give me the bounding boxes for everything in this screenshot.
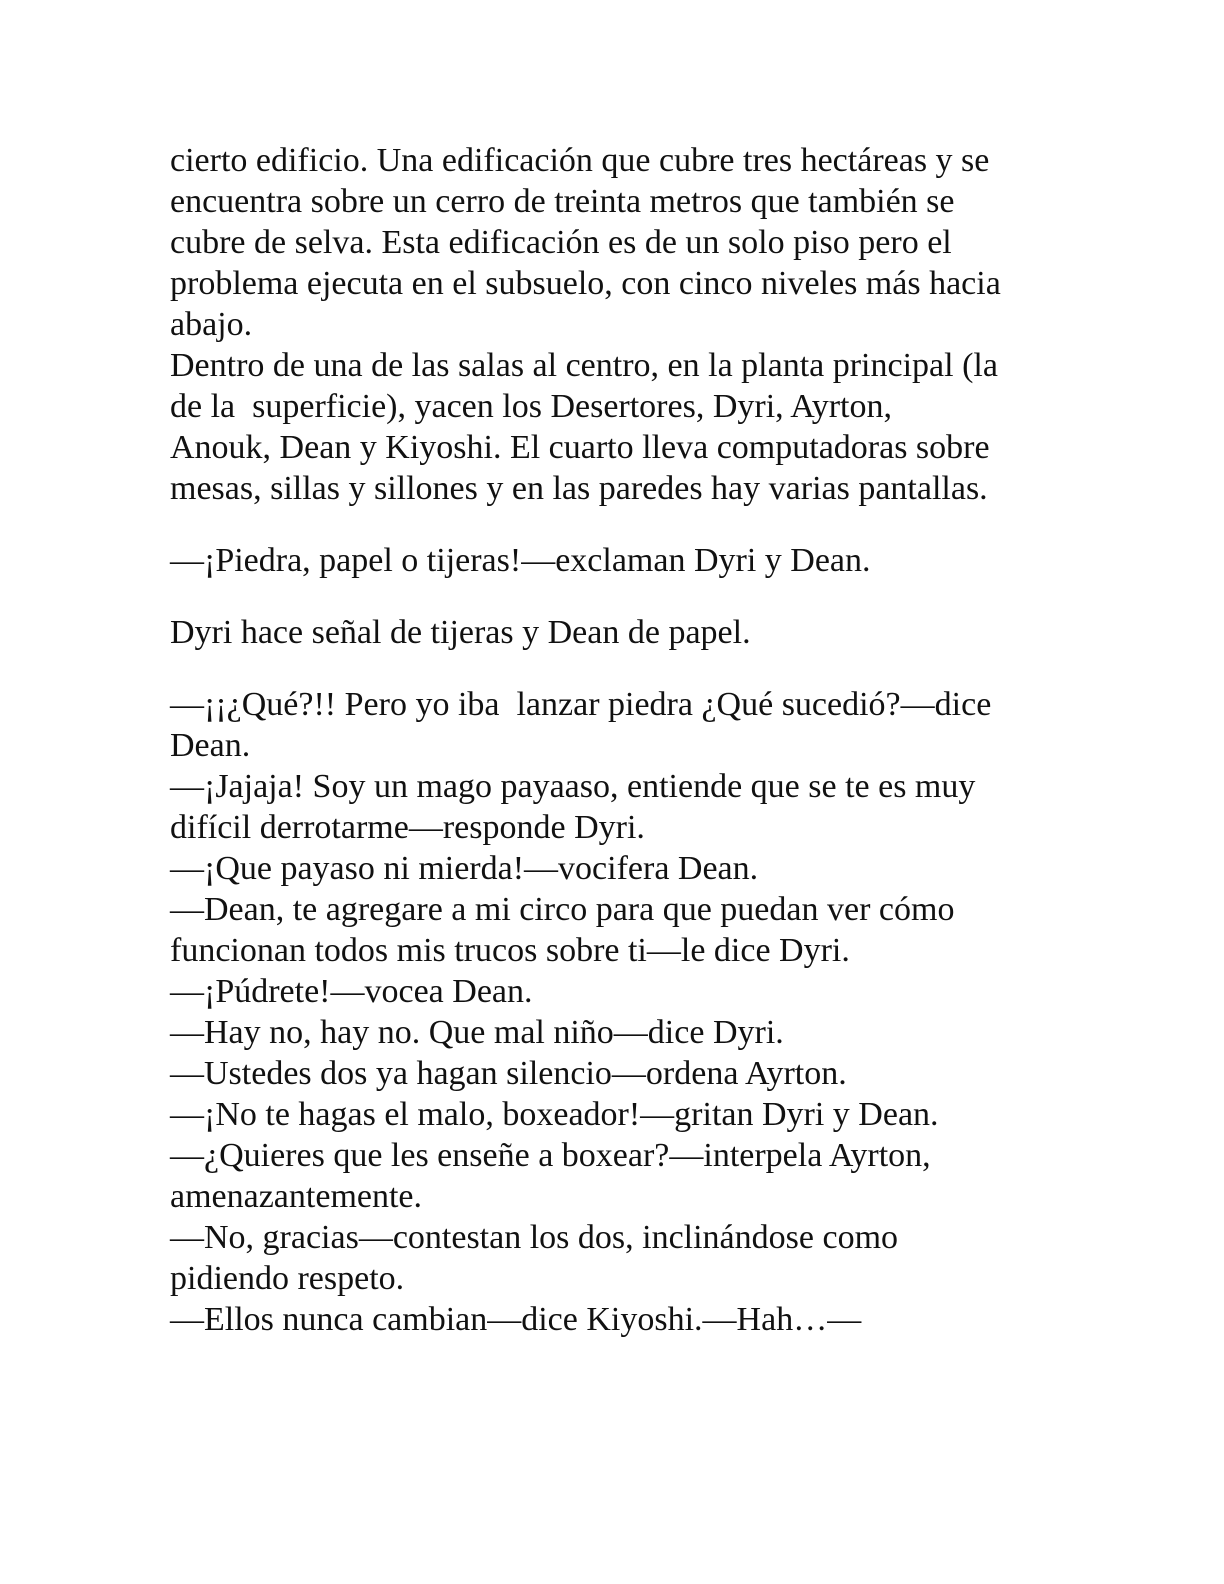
dialogue-line: difícil derrotarme—responde Dyri. [170, 809, 645, 846]
text-line: cubre de selva. Esta edificación es de un solo piso pero el [170, 224, 952, 261]
dialogue-line: —Dean, te agregare a mi circo para que puedan ver cómo [170, 891, 955, 928]
text-line: cierto edificio. Una edificación que cubre tres hectáreas y se [170, 142, 990, 179]
dialogue-line: —¡Que payaso ni mierda!—vocifera Dean. [170, 850, 759, 887]
gesture-line: Dyri hace señal de tijeras y Dean de papel. [170, 614, 751, 651]
dialogue-line: pidiendo respeto. [170, 1260, 405, 1297]
dialogue-line: —¡No te hagas el malo, boxeador!—gritan Dyri y Dean. [170, 1096, 939, 1133]
dialogue-line: Dean. [170, 727, 251, 764]
text-line: Dentro de una de las salas al centro, en la planta principal (la [170, 347, 998, 384]
dialogue-line: —Ustedes dos ya hagan silencio—ordena Ayrton. [170, 1055, 847, 1092]
text-line: mesas, sillas y sillones y en las paredes hay varias pantallas. [170, 470, 988, 507]
intro-paragraph [170, 140, 1070, 509]
text-line: encuentra sobre un cerro de treinta metros que también se [170, 183, 955, 220]
dialogue-line: amenazantemente. [170, 1178, 423, 1215]
text-line: abajo. [170, 306, 253, 343]
paragraph-gap [170, 581, 1070, 612]
dialogue-line: funcionan todos mis trucos sobre ti—le dice Dyri. [170, 932, 850, 969]
text-line: Anouk, Dean y Kiyoshi. El cuarto lleva computadoras sobre [170, 429, 990, 466]
dialogue-line: —No, gracias—contestan los dos, inclinándose como [170, 1219, 899, 1256]
exclamation-line: —¡Piedra, papel o tijeras!—exclaman Dyri y Dean. [170, 542, 871, 579]
paragraph-gap [170, 653, 1070, 684]
body-text [170, 140, 1070, 1340]
dialogue-line: —¡Jajaja! Soy un mago payaaso, entiende que se te es muy [170, 768, 976, 805]
dialogue-line: —¡Púdrete!—vocea Dean. [170, 973, 533, 1010]
text-line: problema ejecuta en el subsuelo, con cinco niveles más hacia [170, 265, 1001, 302]
dialogue-paragraph [170, 684, 1070, 1340]
paragraph-gap [170, 509, 1070, 540]
dialogue-line: —¿Quieres que les enseñe a boxear?—interpela Ayrton, [170, 1137, 931, 1174]
dialogue-line: —Hay no, hay no. Que mal niño—dice Dyri. [170, 1014, 784, 1051]
dialogue-line: —¡¡¿Qué?!! Pero yo iba lanzar piedra ¿Qué sucedió?—dice [170, 686, 992, 723]
text-line: de la superficie), yacen los Desertores, Dyri, Ayrton, [170, 388, 892, 425]
dialogue-line: —Ellos nunca cambian—dice Kiyoshi.—Hah…— [170, 1301, 862, 1338]
